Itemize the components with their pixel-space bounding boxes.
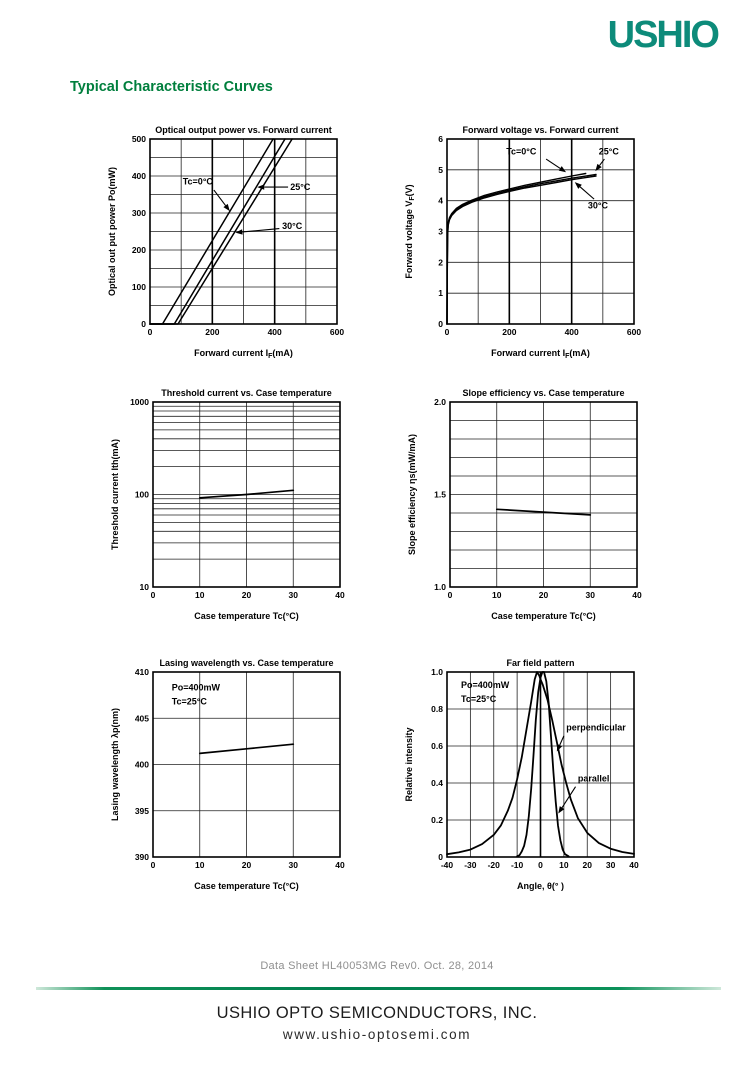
chart-forward-voltage [401, 123, 651, 360]
y-tick-label: 300 [131, 208, 146, 218]
chart-forward-voltage-svg [401, 123, 651, 360]
annotation-arrow-line [580, 187, 594, 199]
y-tick-label: 1000 [130, 397, 149, 407]
y-tick-label: 100 [131, 282, 146, 292]
chart-slope-efficiency-svg [404, 386, 654, 623]
ushio-logo: USHIO [607, 14, 718, 56]
annotation-arrow-line [560, 736, 564, 745]
chart-far-field-pattern-svg [401, 656, 651, 893]
x-tick-label: 200 [502, 327, 517, 337]
chart-threshold-current [107, 386, 357, 623]
annotation-label: Po=400mW [171, 682, 220, 693]
x-tick-label: 0 [444, 327, 450, 337]
y-tick-label: 0 [438, 852, 443, 862]
annotation-label: perpendicular [566, 722, 626, 733]
x-tick-label: -10 [510, 860, 524, 870]
x-tick-label: 20 [241, 590, 252, 600]
annotation-arrowhead [557, 744, 562, 751]
chart-title: Far field pattern [506, 658, 575, 668]
x-tick-label: -20 [487, 860, 500, 870]
chart-far-field-pattern [401, 656, 651, 893]
chart-title: Lasing wavelength vs. Case temperature [159, 658, 334, 668]
x-tick-label: 40 [629, 860, 639, 870]
annotation-arrow-line [214, 190, 226, 205]
series-tc-25c [447, 175, 596, 325]
annotation-label: Tc=25°C [171, 696, 207, 707]
annotation-arrowhead [223, 204, 229, 211]
x-tick-label: 600 [329, 327, 345, 337]
x-tick-label: 10 [492, 590, 502, 600]
chart-optical-output-power-svg [104, 123, 354, 360]
annotation-label: Tc=0°C [506, 146, 537, 157]
annotation-label: Tc=0°C [182, 176, 213, 187]
annotation-label: parallel [577, 773, 610, 784]
company-website: www.ushio-optosemi.com [282, 1027, 472, 1042]
x-tick-label: 20 [241, 860, 252, 870]
chart-lasing-wavelength [107, 656, 357, 893]
chart-title: Optical output power vs. Forward current [155, 125, 332, 135]
y-tick-label: 390 [134, 852, 149, 862]
annotation-label: 30°C [282, 220, 303, 231]
y-tick-label: 3 [438, 226, 443, 237]
x-tick-label: 30 [288, 590, 298, 600]
chart-title: Forward voltage vs. Forward current [462, 125, 619, 135]
y-tick-label: 500 [131, 134, 146, 144]
y-tick-label: 1 [438, 288, 443, 299]
x-tick-label: 10 [195, 860, 205, 870]
y-tick-label: 400 [134, 759, 149, 770]
x-tick-label: 30 [605, 860, 616, 870]
chart-optical-output-power [104, 123, 354, 360]
x-tick-label: -30 [464, 860, 477, 870]
y-tick-label: 0.4 [431, 778, 443, 788]
x-tick-label: 40 [335, 860, 345, 870]
x-tick-label: 40 [632, 590, 642, 600]
y-tick-label: 2.0 [434, 397, 446, 407]
annotation-label: Tc=25°C [461, 693, 497, 704]
x-tick-label: 0 [538, 860, 543, 870]
y-tick-label: 395 [134, 805, 149, 816]
footer-divider-rule [36, 987, 721, 990]
y-tick-label: 1.5 [434, 489, 446, 500]
y-tick-label: 200 [131, 245, 146, 255]
annotation-label: Po=400mW [461, 679, 510, 690]
y-tick-label: 400 [131, 171, 146, 181]
y-tick-label: 0.8 [431, 704, 443, 714]
y-axis-label: Lasing wavelength λp(nm) [110, 707, 120, 822]
page-title: Typical Characteristic Curves [70, 79, 273, 95]
x-axis-label: Forward current $I_F(mA)$ [194, 348, 293, 360]
y-tick-label: 0 [141, 319, 146, 329]
chart-title: Threshold current vs. Case temperature [161, 388, 332, 398]
y-axis-label: Optical out put power Po(mW) [107, 167, 117, 296]
y-tick-label: 0 [438, 319, 443, 329]
y-tick-label: 1.0 [434, 582, 446, 592]
x-tick-label: 0 [147, 327, 153, 337]
chart-threshold-current-svg [107, 386, 357, 623]
y-tick-label: 100 [134, 489, 149, 500]
x-axis-label: Case temperature Tc(°C) [194, 881, 299, 891]
chart-slope-efficiency [404, 386, 654, 623]
x-tick-label: 20 [582, 860, 592, 870]
series-tc-30c [447, 176, 596, 324]
y-tick-label: 5 [438, 164, 443, 175]
annotation-arrow-line [600, 159, 605, 165]
chart-lasing-wavelength-svg [107, 656, 357, 893]
y-tick-label: 0.2 [431, 815, 443, 825]
y-tick-label: 0.6 [431, 741, 443, 751]
annotation-arrow-line [546, 159, 560, 168]
x-axis-label: Case temperature Tc(°C) [491, 611, 596, 621]
series-tc-0c [447, 174, 586, 325]
x-tick-label: 10 [195, 590, 205, 600]
x-tick-label: 400 [564, 327, 579, 337]
x-tick-label: 600 [626, 327, 642, 337]
x-tick-label: 30 [585, 590, 595, 600]
annotation-label: 25°C [598, 146, 619, 157]
x-axis-label: Case temperature Tc(°C) [194, 611, 299, 621]
y-axis-label: Forward voltage $V_F(V)$ [404, 184, 416, 279]
y-tick-label: 6 [438, 134, 443, 144]
x-tick-label: 200 [205, 327, 220, 337]
x-tick-label: 0 [150, 590, 156, 600]
x-tick-label: 30 [288, 860, 298, 870]
x-tick-label: 0 [150, 860, 156, 870]
y-axis-label: Slope efficiency ηs(mW/mA) [407, 433, 417, 556]
gridlines [450, 402, 637, 587]
y-tick-label: 10 [139, 582, 149, 592]
y-tick-label: 4 [438, 195, 443, 206]
annotation-arrowhead [558, 806, 564, 813]
gridlines [447, 139, 634, 324]
x-axis-label: Angle, θ(° ) [517, 881, 564, 891]
y-axis-label: Relative intensity [404, 727, 414, 802]
annotation-arrowhead [559, 166, 566, 172]
annotation-label: 30°C [587, 200, 608, 211]
x-axis-label: Forward current $I_F(mA)$ [491, 348, 590, 360]
y-tick-label: 405 [134, 713, 149, 724]
company-name: USHIO OPTO SEMICONDUCTORS, INC. [216, 1004, 538, 1022]
x-tick-label: 20 [538, 590, 549, 600]
x-tick-label: 400 [267, 327, 282, 337]
annotation-label: 25°C [290, 182, 311, 193]
x-tick-label: 10 [559, 860, 569, 870]
y-tick-label: 1.0 [431, 667, 443, 677]
x-tick-label: -40 [440, 860, 454, 870]
datasheet-footer-note: Data Sheet HL40053MG Rev0. Oct. 28, 2014 [260, 960, 494, 972]
y-tick-label: 2 [438, 257, 443, 268]
x-tick-label: 0 [447, 590, 453, 600]
y-tick-label: 410 [134, 667, 149, 677]
chart-title: Slope efficiency vs. Case temperature [462, 388, 625, 398]
y-axis-label: Threshold current Ith(mA) [110, 438, 120, 551]
x-tick-label: 40 [335, 590, 345, 600]
